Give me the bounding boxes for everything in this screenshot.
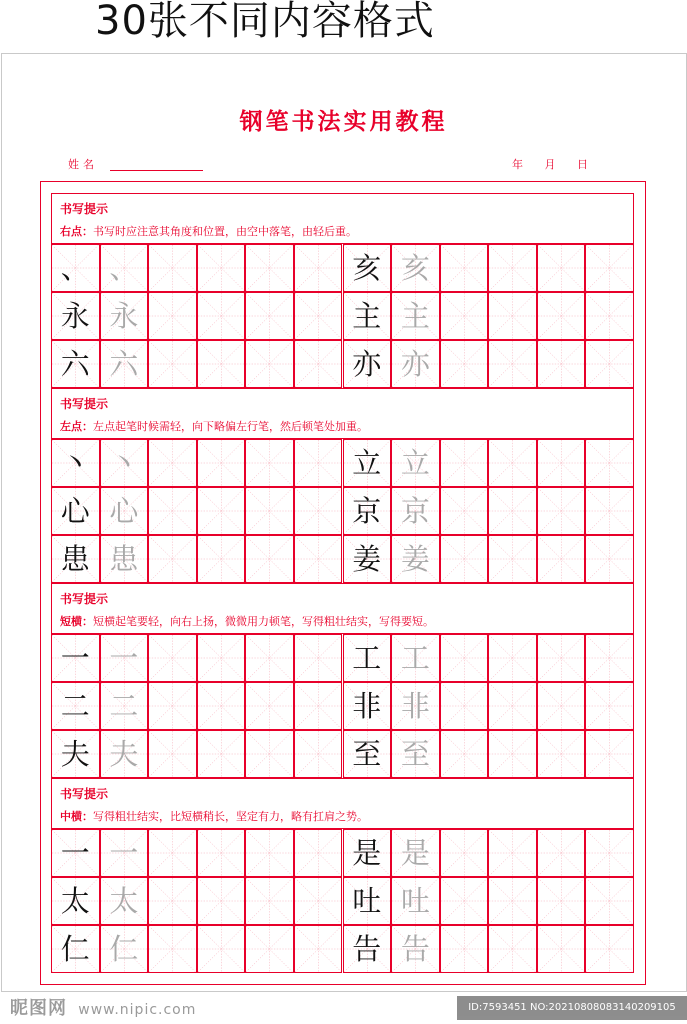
model-character: 姜: [352, 541, 382, 576]
practice-grid: [51, 634, 634, 778]
mizige-cell[interactable]: [51, 244, 100, 292]
mizige-cell[interactable]: [391, 340, 440, 388]
mizige-cell[interactable]: [585, 340, 634, 388]
mizige-cell[interactable]: [148, 877, 197, 925]
practice-grid: [51, 439, 634, 583]
model-character: 太: [60, 883, 90, 918]
mizige-cell[interactable]: [245, 292, 294, 340]
mizige-cell[interactable]: [51, 925, 100, 973]
tip-description: 书写时应注意其角度和位置，由空中落笔，由轻后重。: [93, 225, 357, 238]
mizige-cell[interactable]: [585, 634, 634, 682]
mizige-cell[interactable]: [537, 244, 586, 292]
trace-character: 六: [109, 346, 139, 381]
mizige-cell[interactable]: [148, 487, 197, 535]
mizige-cell[interactable]: [488, 535, 537, 583]
mizige-cell[interactable]: [100, 634, 149, 682]
mizige-cell[interactable]: [440, 487, 489, 535]
mizige-cell[interactable]: [197, 682, 246, 730]
mizige-cell[interactable]: [148, 244, 197, 292]
watermark-brand: 昵图网: [10, 998, 67, 1019]
mizige-cell[interactable]: [343, 292, 392, 340]
model-character: 、: [60, 250, 90, 285]
mizige-cell[interactable]: [440, 682, 489, 730]
mizige-cell[interactable]: [440, 634, 489, 682]
mizige-cell[interactable]: [488, 487, 537, 535]
mizige-cell[interactable]: [245, 535, 294, 583]
mizige-cell[interactable]: [148, 634, 197, 682]
mizige-cell[interactable]: [197, 829, 246, 877]
tip-text: [60, 808, 368, 824]
mizige-cell[interactable]: [245, 682, 294, 730]
date-day-label: 日: [577, 158, 588, 171]
date-field: [512, 156, 606, 172]
mizige-cell[interactable]: [391, 730, 440, 778]
mizige-cell[interactable]: [294, 877, 343, 925]
trace-character: 心: [109, 493, 139, 528]
mizige-cell[interactable]: [391, 535, 440, 583]
mizige-cell[interactable]: [148, 829, 197, 877]
mizige-cell[interactable]: [391, 244, 440, 292]
mizige-cell[interactable]: [294, 634, 343, 682]
stroke-name: 中横：: [60, 810, 93, 823]
mizige-cell[interactable]: [440, 340, 489, 388]
mizige-cell[interactable]: [440, 925, 489, 973]
mizige-cell[interactable]: [391, 877, 440, 925]
mizige-cell[interactable]: [585, 292, 634, 340]
mizige-cell[interactable]: [148, 682, 197, 730]
mizige-cell[interactable]: [51, 877, 100, 925]
mizige-cell[interactable]: [51, 487, 100, 535]
trace-character: 工: [400, 640, 430, 675]
model-character: 六: [60, 346, 90, 381]
mizige-cell[interactable]: [51, 730, 100, 778]
mizige-cell[interactable]: [537, 535, 586, 583]
mizige-cell[interactable]: [51, 535, 100, 583]
tip-text: [60, 613, 434, 629]
trace-character: 非: [400, 688, 430, 723]
practice-section: [51, 778, 634, 973]
model-character: 一: [60, 835, 90, 870]
mizige-cell[interactable]: [197, 340, 246, 388]
writing-tip-box: [51, 778, 634, 829]
mizige-cell[interactable]: [585, 877, 634, 925]
mizige-cell[interactable]: [440, 244, 489, 292]
tip-description: 左点起笔时候需轻，向下略偏左行笔，然后顿笔处加重。: [93, 420, 368, 433]
model-character: 工: [352, 640, 382, 675]
writing-tip-box: [51, 583, 634, 634]
mizige-cell[interactable]: [391, 634, 440, 682]
model-character: 主: [352, 298, 382, 333]
practice-section: [51, 193, 634, 388]
mizige-cell[interactable]: [537, 439, 586, 487]
mizige-cell[interactable]: [51, 634, 100, 682]
practice-section: [51, 388, 634, 583]
mizige-cell[interactable]: [245, 340, 294, 388]
trace-character: 二: [109, 688, 139, 723]
model-character: 心: [60, 493, 90, 528]
image-id-bar: ID:7593451 NO:20210808083140209105: [457, 996, 687, 1020]
model-character: 永: [60, 298, 90, 333]
writing-tip-box: [51, 388, 634, 439]
document-title: 钢笔书法实用教程: [239, 108, 448, 135]
stroke-name: 右点：: [60, 225, 93, 238]
tip-title: 书写提示: [60, 202, 109, 216]
trace-character: 丶: [109, 445, 139, 480]
mizige-cell[interactable]: [488, 682, 537, 730]
mizige-cell[interactable]: [245, 877, 294, 925]
mizige-cell[interactable]: [100, 535, 149, 583]
mizige-cell[interactable]: [585, 730, 634, 778]
mizige-cell[interactable]: [537, 682, 586, 730]
mizige-cell[interactable]: [343, 877, 392, 925]
mizige-cell[interactable]: [343, 244, 392, 292]
model-character: 京: [352, 493, 382, 528]
model-character: 二: [60, 688, 90, 723]
mizige-cell[interactable]: [440, 439, 489, 487]
tip-text: [60, 418, 368, 434]
model-character: 仁: [60, 931, 90, 966]
mizige-cell[interactable]: [197, 730, 246, 778]
trace-character: 一: [109, 835, 139, 870]
mizige-cell[interactable]: [148, 730, 197, 778]
mizige-cell[interactable]: [488, 634, 537, 682]
watermark-site: www.nipic.com: [78, 1002, 197, 1018]
banner-title: 30张不同内容格式: [95, 0, 435, 44]
mizige-cell[interactable]: [343, 340, 392, 388]
mizige-cell[interactable]: [245, 244, 294, 292]
mizige-cell[interactable]: [440, 292, 489, 340]
trace-character: 永: [109, 298, 139, 333]
trace-character: 主: [400, 298, 430, 333]
mizige-cell[interactable]: [51, 439, 100, 487]
mizige-cell[interactable]: [343, 730, 392, 778]
trace-character: 一: [109, 640, 139, 675]
mizige-cell[interactable]: [294, 682, 343, 730]
model-character: 吐: [352, 883, 382, 918]
mizige-cell[interactable]: [245, 634, 294, 682]
mizige-cell[interactable]: [343, 634, 392, 682]
mizige-cell[interactable]: [148, 340, 197, 388]
mizige-cell[interactable]: [148, 925, 197, 973]
mizige-cell[interactable]: [294, 925, 343, 973]
mizige-cell[interactable]: [197, 925, 246, 973]
tip-description: 短横起笔要轻，向右上扬，微微用力顿笔，写得粗壮结实，写得要短。: [93, 615, 434, 628]
mizige-cell[interactable]: [197, 487, 246, 535]
mizige-cell[interactable]: [488, 439, 537, 487]
tip-title: 书写提示: [60, 397, 109, 411]
mizige-cell[interactable]: [294, 439, 343, 487]
trace-character: 夫: [109, 736, 139, 771]
mizige-cell[interactable]: [51, 682, 100, 730]
mizige-cell[interactable]: [585, 487, 634, 535]
mizige-cell[interactable]: [537, 487, 586, 535]
mizige-cell[interactable]: [585, 439, 634, 487]
mizige-cell[interactable]: [343, 439, 392, 487]
mizige-cell[interactable]: [391, 829, 440, 877]
mizige-cell[interactable]: [440, 730, 489, 778]
mizige-cell[interactable]: [245, 829, 294, 877]
writing-tip-box: [51, 193, 634, 244]
trace-character: 吐: [400, 883, 430, 918]
practice-section: [51, 583, 634, 778]
mizige-cell[interactable]: [245, 439, 294, 487]
mizige-cell[interactable]: [537, 634, 586, 682]
mizige-cell[interactable]: [100, 439, 149, 487]
trace-character: 京: [400, 493, 430, 528]
mizige-cell[interactable]: [100, 487, 149, 535]
model-character: 立: [352, 445, 382, 480]
trace-character: 亥: [400, 250, 430, 285]
mizige-cell[interactable]: [488, 730, 537, 778]
mizige-cell[interactable]: [197, 244, 246, 292]
model-character: 一: [60, 640, 90, 675]
mizige-cell[interactable]: [343, 487, 392, 535]
trace-character: 太: [109, 883, 139, 918]
model-character: 亦: [352, 346, 382, 381]
mizige-cell[interactable]: [294, 292, 343, 340]
mizige-cell[interactable]: [391, 925, 440, 973]
mizige-cell[interactable]: [100, 925, 149, 973]
mizige-cell[interactable]: [197, 877, 246, 925]
mizige-cell[interactable]: [294, 244, 343, 292]
model-character: 夫: [60, 736, 90, 771]
tip-text: [60, 223, 357, 239]
model-character: 是: [352, 835, 382, 870]
mizige-cell[interactable]: [197, 292, 246, 340]
trace-character: 亦: [400, 346, 430, 381]
stroke-name: 左点：: [60, 420, 93, 433]
mizige-cell[interactable]: [440, 829, 489, 877]
mizige-cell[interactable]: [343, 829, 392, 877]
mizige-cell[interactable]: [100, 292, 149, 340]
mizige-cell[interactable]: [440, 877, 489, 925]
mizige-cell[interactable]: [343, 682, 392, 730]
model-character: 亥: [352, 250, 382, 285]
trace-character: 患: [109, 541, 139, 576]
mizige-cell[interactable]: [585, 925, 634, 973]
mizige-cell[interactable]: [100, 244, 149, 292]
mizige-cell[interactable]: [100, 682, 149, 730]
mizige-cell[interactable]: [585, 682, 634, 730]
model-character: 至: [352, 736, 382, 771]
model-character: 丶: [60, 445, 90, 480]
mizige-cell[interactable]: [537, 340, 586, 388]
mizige-cell[interactable]: [537, 925, 586, 973]
trace-character: 仁: [109, 931, 139, 966]
mizige-cell[interactable]: [488, 925, 537, 973]
mizige-cell[interactable]: [100, 829, 149, 877]
name-field[interactable]: [110, 170, 203, 171]
mizige-cell[interactable]: [585, 829, 634, 877]
practice-grid: [51, 829, 634, 973]
mizige-cell[interactable]: [391, 439, 440, 487]
mizige-cell[interactable]: [440, 535, 489, 583]
tip-description: 写得粗壮结实，比短横稍长，坚定有力，略有扛肩之势。: [93, 810, 368, 823]
mizige-cell[interactable]: [148, 439, 197, 487]
mizige-cell[interactable]: [51, 292, 100, 340]
mizige-cell[interactable]: [294, 730, 343, 778]
model-character: 告: [352, 931, 382, 966]
mizige-cell[interactable]: [585, 535, 634, 583]
mizige-cell[interactable]: [488, 292, 537, 340]
mizige-cell[interactable]: [294, 487, 343, 535]
date-year-label: 年: [512, 158, 523, 171]
mizige-cell[interactable]: [245, 925, 294, 973]
trace-character: 、: [109, 250, 139, 285]
mizige-cell[interactable]: [488, 340, 537, 388]
trace-character: 是: [400, 835, 430, 870]
model-character: 患: [60, 541, 90, 576]
watermark: [10, 994, 196, 1020]
mizige-cell[interactable]: [391, 292, 440, 340]
mizige-cell[interactable]: [537, 877, 586, 925]
mizige-cell[interactable]: [100, 340, 149, 388]
trace-character: 至: [400, 736, 430, 771]
mizige-cell[interactable]: [148, 292, 197, 340]
trace-character: 姜: [400, 541, 430, 576]
mizige-cell[interactable]: [343, 535, 392, 583]
mizige-cell[interactable]: [391, 487, 440, 535]
mizige-cell[interactable]: [585, 244, 634, 292]
mizige-cell[interactable]: [294, 535, 343, 583]
mizige-cell[interactable]: [197, 535, 246, 583]
mizige-cell[interactable]: [100, 730, 149, 778]
mizige-cell[interactable]: [245, 730, 294, 778]
mizige-cell[interactable]: [537, 829, 586, 877]
mizige-cell[interactable]: [488, 829, 537, 877]
mizige-cell[interactable]: [51, 829, 100, 877]
name-label: 姓名: [68, 158, 98, 171]
mizige-cell[interactable]: [537, 292, 586, 340]
stroke-name: 短横：: [60, 615, 93, 628]
mizige-cell[interactable]: [197, 439, 246, 487]
tip-title: 书写提示: [60, 787, 109, 801]
tip-title: 书写提示: [60, 592, 109, 606]
mizige-cell[interactable]: [294, 829, 343, 877]
mizige-cell[interactable]: [537, 730, 586, 778]
practice-sections: [51, 193, 634, 970]
mizige-cell[interactable]: [488, 244, 537, 292]
mizige-cell[interactable]: [197, 634, 246, 682]
mizige-cell[interactable]: [488, 877, 537, 925]
mizige-cell[interactable]: [391, 682, 440, 730]
trace-character: 告: [400, 931, 430, 966]
mizige-cell[interactable]: [100, 877, 149, 925]
trace-character: 立: [400, 445, 430, 480]
practice-grid: [51, 244, 634, 388]
mizige-cell[interactable]: [294, 340, 343, 388]
model-character: 非: [352, 688, 382, 723]
mizige-cell[interactable]: [148, 535, 197, 583]
mizige-cell[interactable]: [245, 487, 294, 535]
mizige-cell[interactable]: [51, 340, 100, 388]
mizige-cell[interactable]: [343, 925, 392, 973]
date-month-label: 月: [544, 158, 556, 171]
